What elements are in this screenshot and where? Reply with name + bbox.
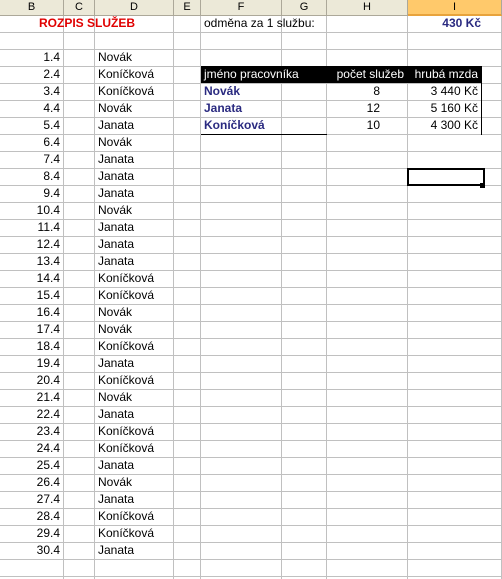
summary-header-name[interactable]: jméno pracovníka [201,66,327,83]
grid-line [0,525,502,526]
schedule-day[interactable]: 22.4 [36,407,60,421]
schedule-day[interactable]: 15.4 [36,288,60,302]
schedule-day[interactable]: 16.4 [36,305,60,319]
summary-wage[interactable]: 3 440 Kč [430,84,478,98]
schedule-name[interactable]: Janata [98,169,135,183]
schedule-day[interactable]: 26.4 [36,475,60,489]
schedule-day[interactable]: 11.4 [37,220,60,234]
schedule-name[interactable]: Novák [98,203,133,217]
schedule-day[interactable]: 13.4 [36,254,60,268]
schedule-day[interactable]: 4.4 [43,101,60,115]
active-cell-selection[interactable] [407,168,485,186]
schedule-name[interactable]: Novák [98,322,133,336]
schedule-day[interactable]: 30.4 [36,543,60,557]
schedule-name[interactable]: Novák [98,101,133,115]
column-header-d[interactable]: D [95,0,174,16]
summary-header-wage[interactable]: hrubá mzda [408,66,482,83]
schedule-name[interactable]: Koníčková [98,84,155,98]
schedule-day[interactable]: 8.4 [43,169,60,183]
grid-line [0,32,502,33]
grid-line [0,202,502,203]
schedule-name[interactable]: Novák [98,135,133,149]
grid-line [0,406,502,407]
schedule-name[interactable]: Janata [98,407,135,421]
schedule-name[interactable]: Janata [98,118,135,132]
schedule-name[interactable]: Janata [98,492,135,506]
summary-count[interactable]: 12 [366,101,380,115]
schedule-name[interactable]: Koníčková [98,509,155,523]
summary-count[interactable]: 10 [366,118,380,132]
grid-line [0,270,502,271]
sheet-title[interactable]: ROZPIS SLUŽEB [38,16,135,30]
summary-name[interactable]: Koníčková [204,118,265,132]
schedule-day[interactable]: 10.4 [36,203,60,217]
schedule-day[interactable]: 18.4 [36,339,60,353]
schedule-day[interactable]: 28.4 [36,509,60,523]
schedule-day[interactable]: 2.4 [43,67,60,81]
schedule-name[interactable]: Koníčková [98,441,155,455]
summary-wage[interactable]: 5 160 Kč [430,101,478,115]
schedule-day[interactable]: 6.4 [43,135,60,149]
schedule-name[interactable]: Janata [98,543,135,557]
grid-line [0,338,502,339]
grid-line [0,253,502,254]
schedule-day[interactable]: 25.4 [36,458,60,472]
grid-line [0,508,502,509]
grid-line [0,304,502,305]
schedule-day[interactable]: 23.4 [36,424,60,438]
schedule-day[interactable]: 17.4 [36,322,60,336]
schedule-day[interactable]: 24.4 [36,441,60,455]
column-header-c[interactable]: C [64,0,95,16]
grid-line [0,457,502,458]
grid-line [0,219,502,220]
schedule-name[interactable]: Novák [98,50,133,64]
schedule-day[interactable]: 21.4 [36,390,60,404]
grid-line [0,491,502,492]
grid-line [0,287,502,288]
grid-line [0,49,502,50]
fill-handle[interactable] [480,183,485,188]
schedule-day[interactable]: 7.4 [43,152,60,166]
schedule-name[interactable]: Koníčková [98,288,155,302]
schedule-name[interactable]: Novák [98,390,133,404]
rate-value[interactable]: 430 Kč [442,16,481,30]
schedule-name[interactable]: Janata [98,186,135,200]
column-header-i[interactable]: I [408,0,502,16]
grid-line [0,423,502,424]
schedule-name[interactable]: Koníčková [98,373,155,387]
summary-header-count[interactable]: počet služeb [327,66,408,83]
column-header-b[interactable]: B [0,0,64,16]
schedule-day[interactable]: 12.4 [36,237,60,251]
summary-bottom-border [201,134,327,135]
grid-line [0,389,502,390]
schedule-name[interactable]: Koníčková [98,424,155,438]
schedule-name[interactable]: Koníčková [98,526,155,540]
column-header-f[interactable]: F [201,0,282,16]
summary-name[interactable]: Janata [204,101,243,115]
schedule-day[interactable]: 9.4 [43,186,60,200]
schedule-name[interactable]: Janata [98,254,135,268]
grid-line [0,440,502,441]
grid-line [0,236,502,237]
summary-count[interactable]: 8 [373,84,380,98]
grid-line [0,321,502,322]
grid-line [0,151,502,152]
schedule-name[interactable]: Novák [98,305,133,319]
schedule-name[interactable]: Koníčková [98,271,155,285]
grid-line [0,576,502,577]
summary-right-border [481,66,482,135]
column-header-g[interactable]: G [282,0,327,16]
schedule-name[interactable]: Janata [98,237,135,251]
summary-wage[interactable]: 4 300 Kč [430,118,478,132]
summary-name[interactable]: Novák [204,84,241,98]
schedule-name[interactable]: Novák [98,475,133,489]
rate-label[interactable]: odměna za 1 službu: [204,16,315,30]
grid-line [0,355,502,356]
schedule-name[interactable]: Janata [98,356,135,370]
grid-line [0,559,502,560]
schedule-day[interactable]: 14.4 [36,271,60,285]
column-header-h[interactable]: H [327,0,408,16]
grid-line [0,372,502,373]
schedule-day[interactable]: 1.4 [43,50,60,64]
schedule-day[interactable]: 5.4 [43,118,60,132]
schedule-name[interactable]: Koníčková [98,339,155,353]
schedule-name[interactable]: Janata [98,220,135,234]
schedule-name[interactable]: Janata [98,152,135,166]
schedule-day[interactable]: 27.4 [36,492,60,506]
schedule-day[interactable]: 20.4 [36,373,60,387]
schedule-day[interactable]: 29.4 [36,526,60,540]
grid-line [0,542,502,543]
schedule-name[interactable]: Koníčková [98,67,155,81]
grid-line [0,474,502,475]
schedule-name[interactable]: Janata [98,458,135,472]
column-header-e[interactable]: E [174,0,201,16]
schedule-day[interactable]: 19.4 [36,356,60,370]
schedule-day[interactable]: 3.4 [43,84,60,98]
